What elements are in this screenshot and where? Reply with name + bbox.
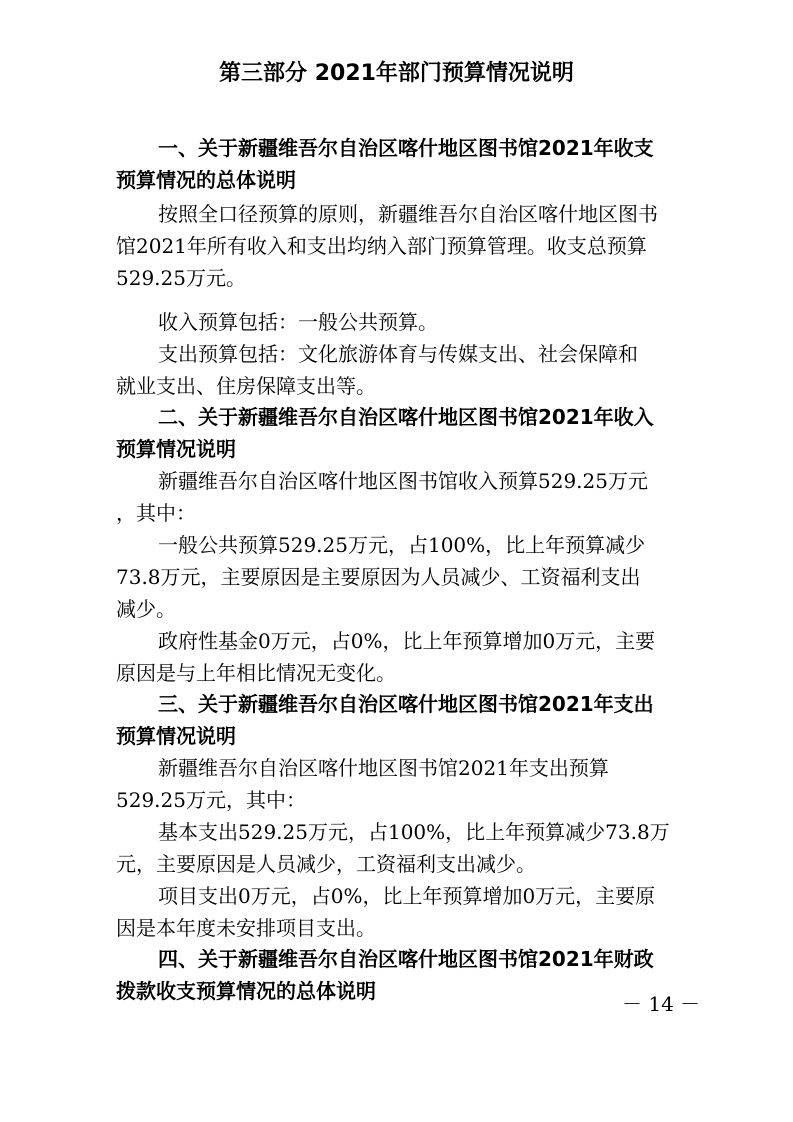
paragraph-line: 基本支出529.25万元，占100%，比上年预算减少73.8万 <box>158 820 670 844</box>
section-2-heading-line-2: 预算情况说明 <box>116 437 236 461</box>
paragraph-line: 按照全口径预算的原则，新疆维吾尔自治区喀什地区图书 <box>158 202 658 226</box>
paragraph-line: 收入预算包括：一般公共预算。 <box>158 310 438 334</box>
paragraph-line: 支出预算包括：文化旅游体育与传媒支出、社会保障和 <box>158 342 638 366</box>
paragraph-line: ，其中： <box>116 501 196 525</box>
section-1-heading-line-1: 一、关于新疆维吾尔自治区喀什地区图书馆2021年收支 <box>158 136 654 160</box>
paragraph-line: 政府性基金0万元，占0%，比上年预算增加0万元，主要 <box>158 629 656 653</box>
paragraph-line: 因是本年度未安排项目支出。 <box>116 916 376 940</box>
section-1-heading-line-2: 预算情况的总体说明 <box>116 168 296 192</box>
section-2-heading-line-1: 二、关于新疆维吾尔自治区喀什地区图书馆2021年收入 <box>158 405 654 429</box>
page-title: 第三部分 2021年部门预算情况说明 <box>219 61 574 86</box>
paragraph-line: 项目支出0万元，占0%，比上年预算增加0万元，主要原 <box>158 884 656 908</box>
paragraph-line: 新疆维吾尔自治区喀什地区图书馆收入预算529.25万元 <box>158 469 648 493</box>
paragraph-line: 原因是与上年相比情况无变化。 <box>116 661 396 685</box>
paragraph-line: 529.25万元。 <box>116 266 246 290</box>
section-4-heading-line-1: 四、关于新疆维吾尔自治区喀什地区图书馆2021年财政 <box>158 947 654 971</box>
paragraph-line: 就业支出、住房保障支出等。 <box>116 374 376 398</box>
paragraph-line: 新疆维吾尔自治区喀什地区图书馆2021年支出预算 <box>158 756 609 780</box>
paragraph-line: 一般公共预算529.25万元，占100%，比上年预算减少 <box>158 533 646 557</box>
section-3-heading-line-1: 三、关于新疆维吾尔自治区喀什地区图书馆2021年支出 <box>158 692 654 716</box>
paragraph-line: 73.8万元，主要原因是主要原因为人员减少、工资福利支出 <box>116 565 641 589</box>
paragraph-line: 馆2021年所有收入和支出均纳入部门预算管理。收支总预算 <box>116 234 647 258</box>
paragraph-line: 元，主要原因是人员减少，工资福利支出减少。 <box>116 852 536 876</box>
paragraph-line: 529.25万元，其中： <box>116 788 306 812</box>
page-number: － 14 － <box>622 992 701 1016</box>
paragraph-line: 减少。 <box>116 597 176 621</box>
section-4-heading-line-2: 拨款收支预算情况的总体说明 <box>116 979 376 1003</box>
section-3-heading-line-2: 预算情况说明 <box>116 724 236 748</box>
